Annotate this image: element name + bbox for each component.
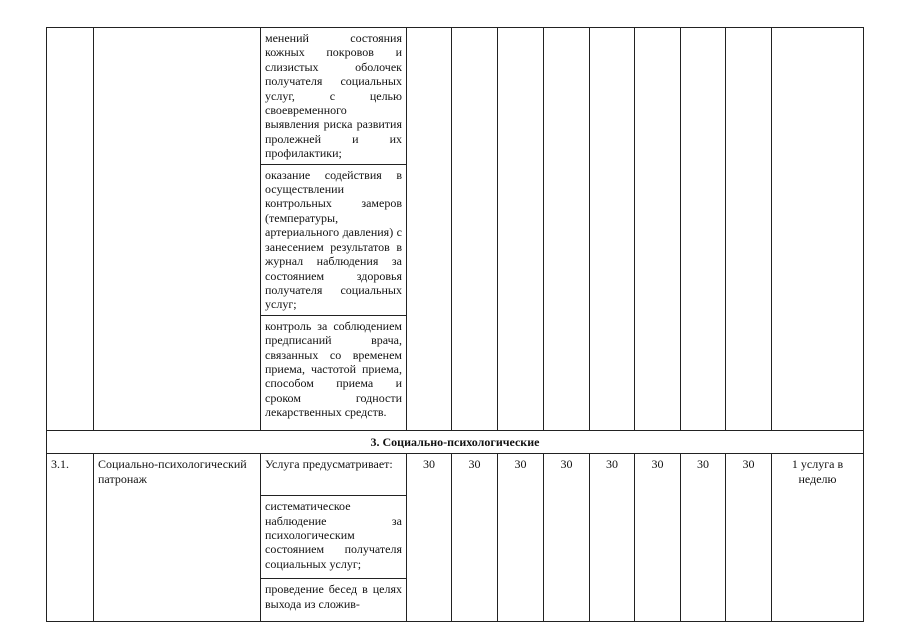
section-row bbox=[47, 430, 864, 453]
value-cell: 30 bbox=[407, 454, 452, 622]
service-name: Социально-психологический патронаж bbox=[94, 454, 261, 622]
value-cell: 30 bbox=[726, 454, 772, 622]
value-cell: 30 bbox=[452, 454, 498, 622]
section-title: 3. Социально-психологические bbox=[47, 430, 864, 453]
value-cell-empty bbox=[452, 28, 498, 431]
value-cell-empty bbox=[498, 28, 544, 431]
service-description: систематическое наблюдение за психологическим состоянием получателя социальных услуг; bbox=[261, 496, 407, 579]
frequency-cell-empty bbox=[772, 28, 864, 431]
value-cell-empty bbox=[407, 28, 452, 431]
name-cell-empty bbox=[94, 28, 261, 431]
value-cell-empty bbox=[544, 28, 590, 431]
number-cell-empty bbox=[47, 28, 94, 431]
value-cell: 30 bbox=[498, 454, 544, 622]
value-cell-empty bbox=[726, 28, 772, 431]
service-description bbox=[261, 579, 407, 622]
frequency-cell: 1 услуга в неделю bbox=[772, 454, 864, 622]
service-description: менений состояния кожных покровов и слизистых оболочек получателя социальных услуг, с целью своевременного выявления риска развития пролежней и их профилактики; bbox=[261, 28, 407, 165]
value-cell: 30 bbox=[635, 454, 681, 622]
table-row bbox=[47, 28, 864, 165]
value-cell-empty bbox=[635, 28, 681, 431]
value-cell: 30 bbox=[590, 454, 635, 622]
service-description: контроль за соблюдением предписаний врача, связанных со временем приема, частотой приема, способом приема и сроком годности лекарственных средств. bbox=[261, 315, 407, 430]
services-table bbox=[46, 27, 864, 622]
service-description: Услуга предусматривает: bbox=[261, 454, 407, 496]
service-number: 3.1. bbox=[47, 454, 94, 622]
value-cell: 30 bbox=[544, 454, 590, 622]
service-description: оказание содействия в осуществлении контрольных замеров (температуры, артериального давления) с занесением результатов в журнал наблюдения за состоянием здоровья получателя социальных услуг; bbox=[261, 164, 407, 315]
value-cell: 30 bbox=[681, 454, 726, 622]
value-cell-empty bbox=[590, 28, 635, 431]
value-cell-empty bbox=[681, 28, 726, 431]
service-description-text: проведение бесед в целях выхода из сложив- bbox=[265, 582, 402, 611]
table-row bbox=[47, 454, 864, 496]
